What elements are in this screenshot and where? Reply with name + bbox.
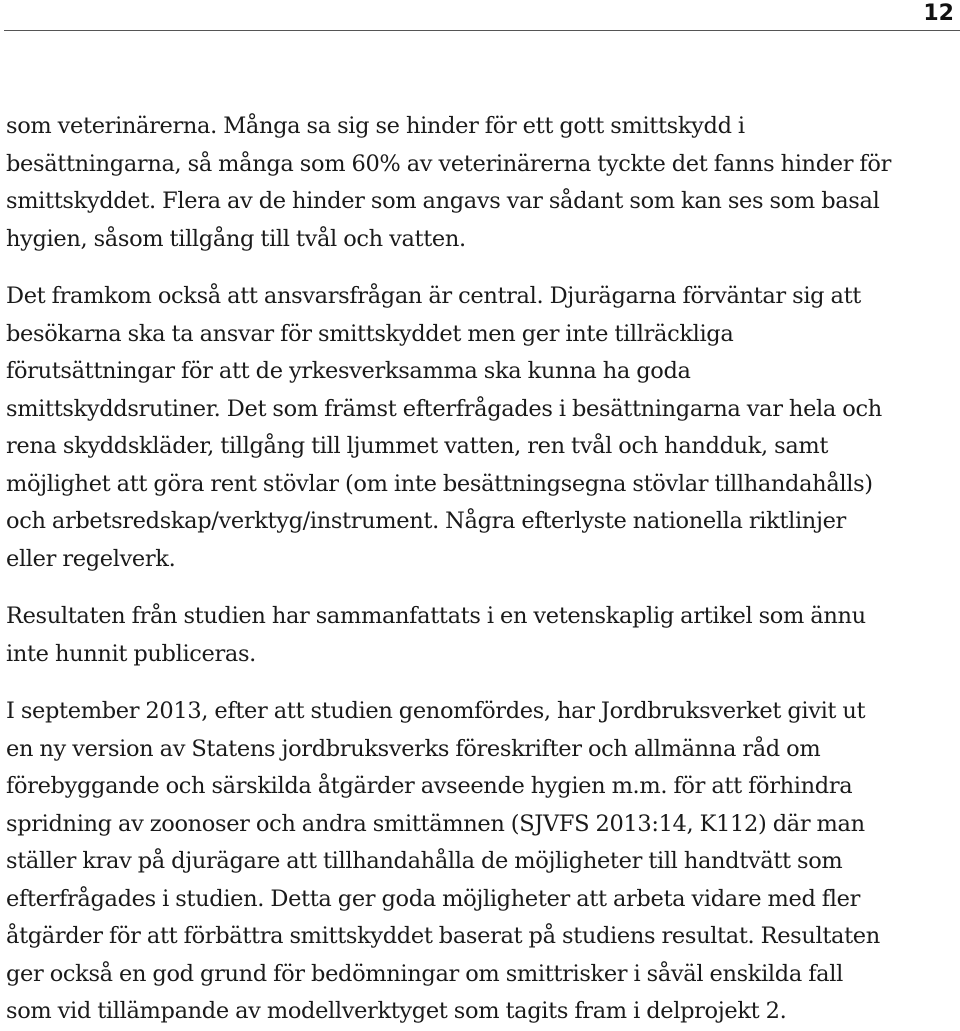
- text-line: hygien, såsom tillgång till tvål och vatten.: [6, 225, 466, 252]
- text-line: en ny version av Statens jordbruksverks föreskrifter och allmänna råd om: [6, 735, 821, 762]
- text-line: inte hunnit publiceras.: [6, 640, 256, 667]
- text-line: besökarna ska ta ansvar för smittskyddet men ger inte tillräckliga: [6, 320, 734, 347]
- text-line: som veterinärerna. Många sa sig se hinder för ett gott smittskydd i: [6, 113, 745, 139]
- header-rule: [4, 30, 960, 31]
- text-line: smittskyddet. Flera av de hinder som angavs var sådant som kan ses som basal: [6, 188, 880, 214]
- text-line: som vid tillämpande av modellverktyget som tagits fram i delprojekt 2.: [6, 998, 787, 1024]
- text-line: möjlighet att göra rent stövlar (om inte besättningsegna stövlar tillhandahålls): [6, 470, 873, 497]
- text-line: rena skyddskläder, tillgång till ljummet vatten, ren tvål och handduk, samt: [6, 433, 829, 459]
- paragraph-regulations: [6, 693, 954, 1031]
- page-number: 12: [923, 1, 954, 26]
- text-line: åtgärder för att förbättra smittskyddet baserat på studiens resultat. Resultaten: [6, 923, 880, 949]
- text-line: förutsättningar för att de yrkesverksamma ska kunna ha goda: [6, 358, 691, 384]
- paragraph-hygiene-obstacles: [6, 108, 954, 258]
- text-line: I september 2013, efter att studien genomfördes, har Jordbruksverket givit ut: [6, 698, 866, 724]
- text-line: besättningarna, så många som 60% av veterinärerna tyckte det fanns hinder för: [6, 150, 892, 177]
- text-line: ställer krav på djurägare att tillhandahålla de möjligheter till handtvätt som: [6, 848, 843, 874]
- paragraph-results-article: [6, 598, 954, 673]
- text-line: ger också en god grund för bedömningar om smittrisker i såväl enskilda fall: [6, 960, 843, 987]
- text-line: Det framkom också att ansvarsfrågan är central. Djurägarna förväntar sig att: [6, 283, 861, 309]
- text-line: smittskyddsrutiner. Det som främst efterfrågades i besättningarna var hela och: [6, 395, 882, 422]
- text-line: förebyggande och särskilda åtgärder avseende hygien m.m. för att förhindra: [6, 773, 853, 799]
- text-line: och arbetsredskap/verktyg/instrument. Några efterlyste nationella riktlinjer: [6, 508, 846, 534]
- text-line: efterfrågades i studien. Detta ger goda möjligheter att arbeta vidare med fler: [6, 885, 860, 912]
- text-line: eller regelverk.: [6, 545, 176, 572]
- text-line: spridning av zoonoser och andra smittämnen (SJVFS 2013:14, K112) där man: [6, 810, 865, 837]
- text-line: Resultaten från studien har sammanfattats i en vetenskaplig artikel som ännu: [6, 603, 866, 629]
- document-body: [6, 108, 954, 1031]
- page-header: [0, 0, 960, 38]
- paragraph-responsibility: [6, 278, 954, 578]
